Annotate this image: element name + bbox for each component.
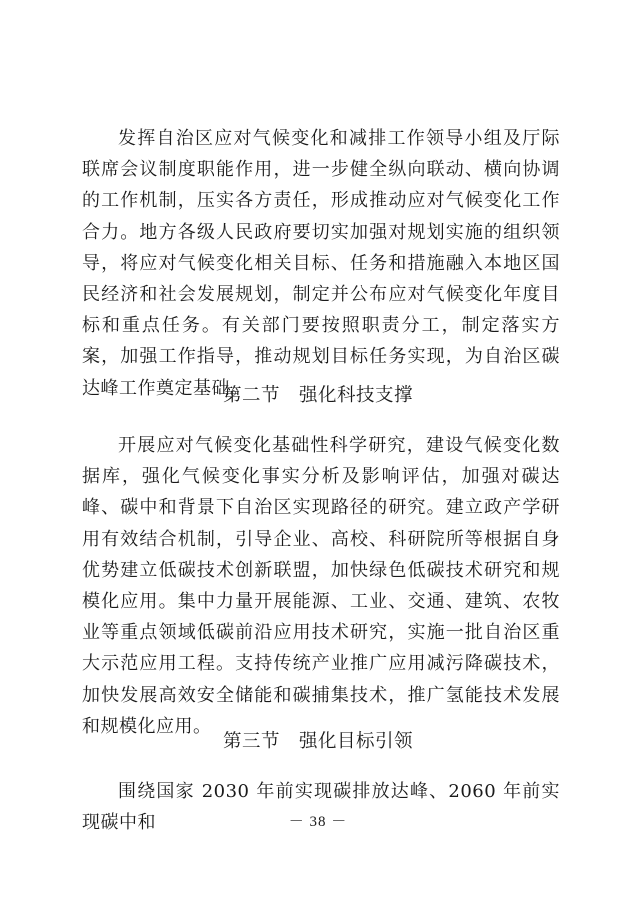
body-paragraph: 围绕国家 2030 年前实现碳排放达峰、2060 年前实现碳中和 (82, 781, 560, 834)
page-number: － 38 － (288, 814, 348, 830)
body-paragraph: 发挥自治区应对气候变化和减排工作领导小组及厅际联席会议制度职能作用，进一步健全纵向联动、横向协调的工作机制，压实各方责任，形成推动应对气候变化工作合力。地方各级人民政府要切实加强对规划实施的组织领导，将应对气候变化相关目标、任务和措施融入本地区国民经济和社会发展规划，制定并公布应对气候变化年度目标和重点任务。有关部门要按照职责分工，制定落实方案，加强工作指导，推动规划目标任务实现，为自治区碳达峰工作奠定基础。 (82, 128, 560, 399)
body-paragraph: 开展应对气候变化基础性科学研究，建设气候变化数据库，强化气候变化事实分析及影响评估，加强对碳达峰、碳中和背景下自治区实现路径的研究。建立政产学研用有效结合机制，引导企业、高校、科研院所等根据自身优势建立低碳技术创新联盟，加快绿色低碳技术研究和规模化应用。集中力量开展能源、工业、交通、建筑、农牧业等重点领域低碳前沿应用技术研究，实施一批自治区重大示范应用工程。支持传统产业推广应用减污降碳技术，加快发展高效安全储能和碳捕集技术，推广氢能技术发展和规模化应用。 (82, 435, 560, 737)
section-heading: 第二节 强化科技支撑 (222, 385, 413, 406)
section-heading: 第三节 强化目标引领 (222, 731, 413, 752)
